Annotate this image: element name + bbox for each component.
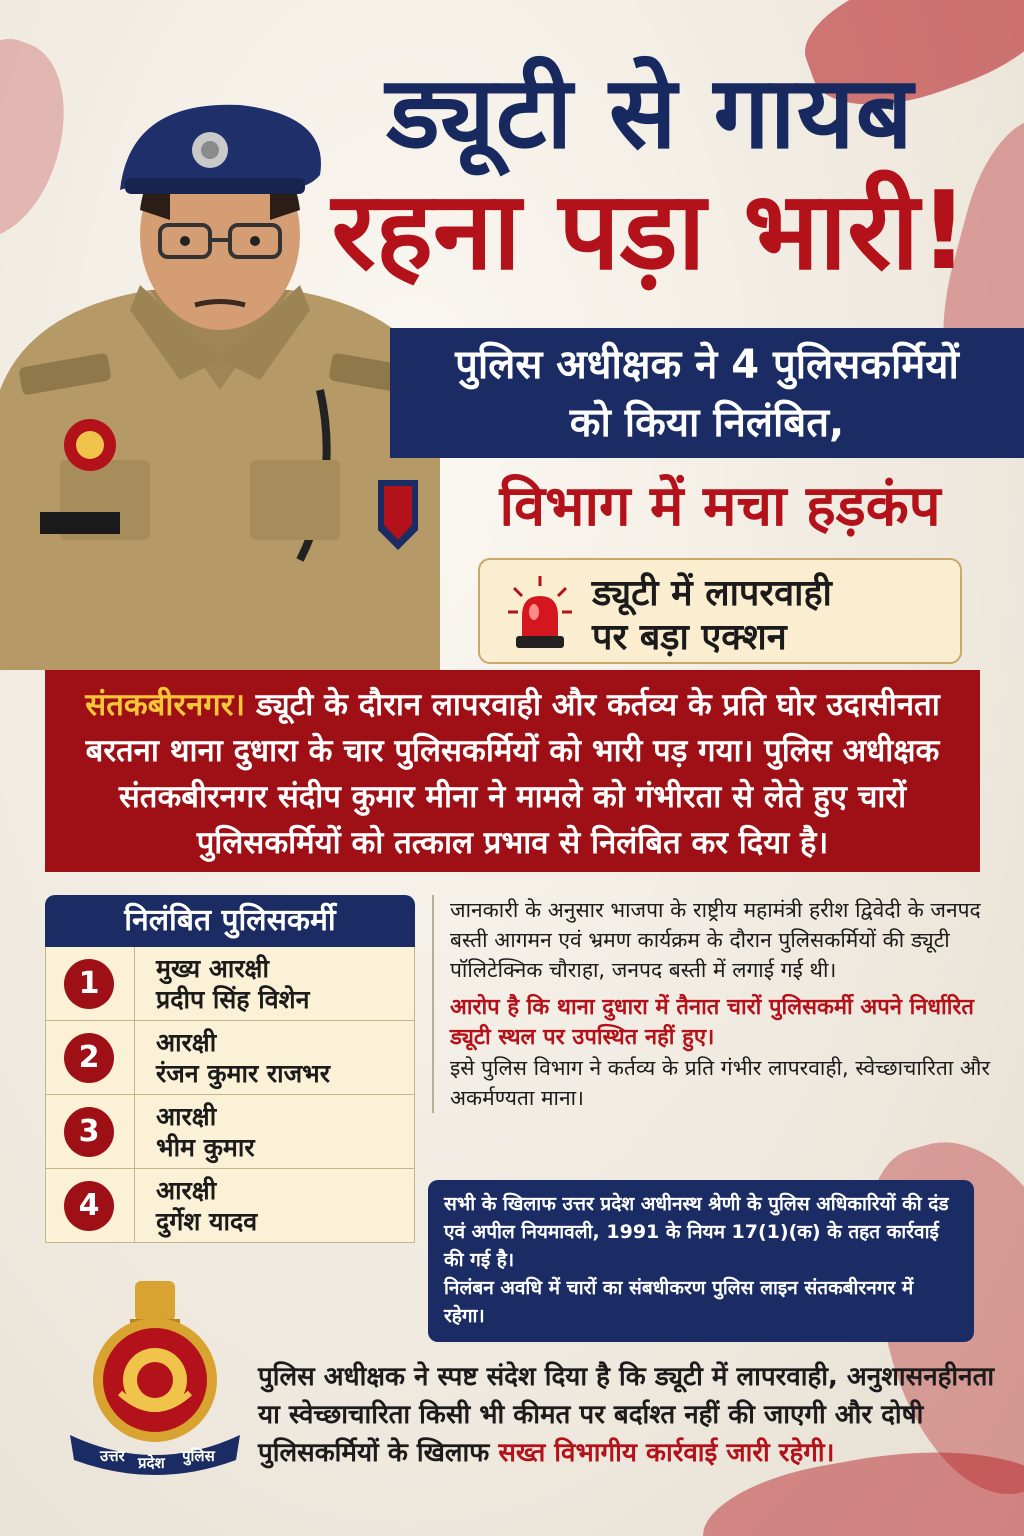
rules-box	[428, 1180, 974, 1342]
siren-icon	[508, 574, 572, 654]
action-callout	[478, 558, 962, 664]
item-number: 3	[64, 1107, 114, 1157]
item-name: प्रदीप सिंह विशेन	[156, 985, 310, 1014]
rules-text-1: सभी के खिलाफ उत्तर प्रदेश अधीनस्थ श्रेणी के पुलिस अधिकारियों की दंड एवं अपील नियमावली, 1991 के नियम 17(1)(क) के तहत कार्रवाई की गई है।	[444, 1193, 949, 1271]
item-rank: मुख्य आरक्षी	[156, 954, 269, 983]
closing-message	[258, 1358, 998, 1472]
action-line-1: ड्यूटी में लापरवाही	[592, 573, 832, 614]
summary-text: ड्यूटी के दौरान लापरवाही और कर्तव्य के प्रति घोर उदासीनता बरतना थाना दुधारा के चार पुलिसकर्मियों को भारी पड़ गया। पुलिस अधीक्षक संतकबीरनगर संदीप कुमार मीना ने मामले को गंभीरता से लेते हुए चारों पुलिसकर्मियों को तत्काल प्रभाव से निलंबित कर दिया है।	[85, 687, 940, 861]
info-allegation: आरोप है कि थाना दुधारा में तैनात चारों पुलिसकर्मी अपने निर्धारित ड्यूटी स्थल पर उपस्थित नहीं हुए।	[450, 995, 974, 1050]
item-text	[156, 1101, 255, 1163]
emblem-word-1: उत्तर	[100, 1447, 125, 1465]
action-line-2: पर बड़ा एक्शन	[592, 617, 787, 658]
list-item	[45, 1021, 415, 1095]
suspended-list	[45, 895, 415, 1245]
closing-red-text: सख्त विभागीय कार्रवाई जारी रहेगी।	[498, 1438, 835, 1468]
info-column	[432, 895, 992, 1113]
item-text	[156, 1027, 330, 1089]
summary-place: संतकबीरनगर।	[85, 687, 246, 723]
headline-line-2: रहना पड़ा भारी!	[331, 169, 969, 294]
item-number: 1	[64, 959, 114, 1009]
closing-text: पुलिस अधीक्षक ने स्पष्ट संदेश दिया है कि ड्यूटी में लापरवाही, अनुशासनहीनता या स्वेच्छाचारिता किसी भी कीमत पर बर्दाश्त नहीं की जाएगी और दोषी पुलिसकर्मियों के खिलाफ	[258, 1362, 995, 1468]
row-divider	[134, 1169, 135, 1242]
rules-text-2: निलंबन अवधि में चारों का संबधीकरण पुलिस लाइन संतकबीरनगर में रहेगा।	[444, 1277, 914, 1327]
headline-line-1: ड्यूटी से गायब	[386, 54, 914, 171]
subheadline: विभाग में मचा हड़कंप	[499, 474, 941, 539]
emblem-word-2: प्रदेश	[138, 1454, 165, 1472]
item-rank: आरक्षी	[156, 1176, 217, 1205]
item-name: भीम कुमार	[156, 1133, 255, 1162]
list-item	[45, 1095, 415, 1169]
item-text	[156, 1175, 257, 1237]
suspension-band	[390, 328, 1024, 458]
band-line-2: को किया निलंबित,	[569, 400, 845, 446]
list-item	[45, 947, 415, 1021]
suspended-list-title: निलंबित पुलिसकर्मी	[45, 895, 415, 947]
info-paragraph-1: जानकारी के अनुसार भाजपा के राष्ट्रीय महामंत्री हरीश द्विवेदी के जनपद बस्ती आगमन एवं भ्रमण कार्यक्रम के दौरान पुलिसकर्मियों की ड्यूटी पॉलिटेक्निक चौराहा, जनपद बस्ती में लगाई गई थी।	[450, 898, 981, 982]
row-divider	[134, 1095, 135, 1168]
row-divider	[134, 1021, 135, 1094]
action-text	[592, 572, 832, 660]
item-number: 2	[64, 1033, 114, 1083]
item-name: रंजन कुमार राजभर	[156, 1059, 330, 1088]
item-number: 4	[64, 1181, 114, 1231]
list-item	[45, 1169, 415, 1243]
item-rank: आरक्षी	[156, 1028, 217, 1057]
headline	[290, 54, 1010, 294]
item-rank: आरक्षी	[156, 1102, 217, 1131]
info-paragraph-3: इसे पुलिस विभाग ने कर्तव्य के प्रति गंभीर लापरवाही, स्वेच्छाचारिता और अकर्मण्यता माना।	[450, 1056, 991, 1110]
band-line-1: पुलिस अधीक्षक ने 4 पुलिसकर्मियों	[455, 342, 959, 388]
item-text	[156, 953, 309, 1015]
emblem-word-3: पुलिस	[182, 1447, 215, 1465]
up-police-emblem-icon	[60, 1275, 250, 1475]
summary-block	[45, 670, 980, 872]
item-name: दुर्गेश यादव	[156, 1207, 258, 1236]
row-divider	[134, 947, 135, 1020]
